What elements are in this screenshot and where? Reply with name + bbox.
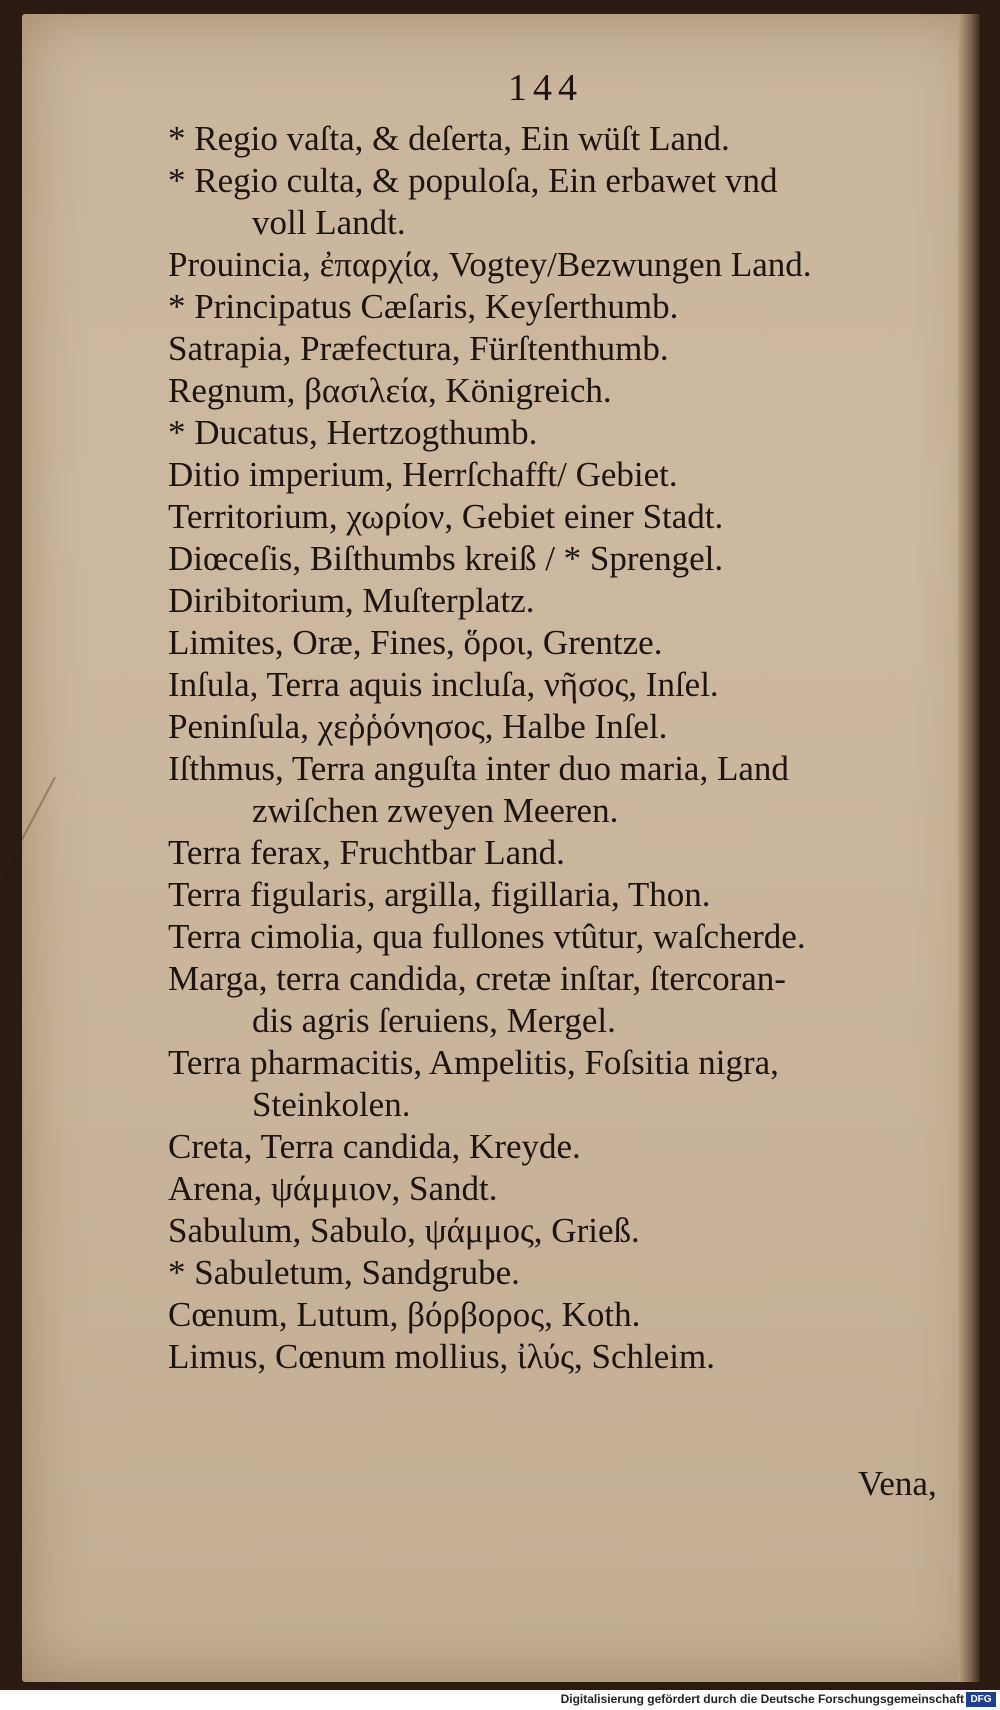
glossary-entry: Inſula, Terra aquis incluſa, νῆσος, Inſel.	[168, 665, 719, 704]
glossary-entry: Peninſula, χεῤῥόνησος, Halbe Inſel.	[168, 707, 668, 746]
entry-continuation-line: dis agris ſeruiens, Mergel.	[252, 1001, 616, 1040]
glossary-entry: Regnum, βασιλεία, Königreich.	[168, 371, 612, 410]
funding-credit: Digitalisierung gefördert durch die Deutsche Forschungsgemeinschaft	[560, 1692, 964, 1706]
catchword: Vena,	[858, 1464, 937, 1503]
glossary-entry: Terra ferax, Fruchtbar Land.	[168, 833, 565, 872]
glossary-entry: Arena, ψάμμιον, Sandt.	[168, 1169, 498, 1208]
glossary-entry: * Ducatus, Hertzogthumb.	[168, 413, 538, 452]
glossary-entry: Prouincia, ἐπαρχία, Vogtey/Bezwungen Land.	[168, 245, 812, 284]
glossary-entry: Cœnum, Lutum, βόρβορος, Koth.	[168, 1295, 641, 1334]
glossary-entry: Terra cimolia, qua fullones vtûtur, waſcherde.	[168, 917, 806, 956]
entry-continuation-line: voll Landt.	[252, 203, 406, 242]
glossary-entry: * Regio vaſta, & deſerta, Ein wüſt Land.	[168, 119, 730, 158]
glossary-entry: Marga, terra candida, cretæ inſtar, ſtercoran-	[168, 959, 786, 998]
footer-bar	[0, 1690, 1000, 1710]
page-edge	[958, 14, 980, 1682]
glossary-entry: Sabulum, Sabulo, ψάμμος, Grieß.	[168, 1211, 640, 1250]
glossary-entry: Diœceſis, Biſthumbs kreiß / * Sprengel.	[168, 539, 724, 578]
glossary-entry: Terra pharmacitis, Ampelitis, Foſsitia nigra,	[168, 1043, 779, 1082]
glossary-entry: Creta, Terra candida, Kreyde.	[168, 1127, 581, 1166]
entry-continuation-line: zwiſchen zweyen Meeren.	[252, 791, 619, 830]
glossary-entry: Diribitorium, Muſterplatz.	[168, 581, 535, 620]
glossary-entry: Satrapia, Præfectura, Fürſtenthumb.	[168, 329, 669, 368]
glossary-entry: Limites, Oræ, Fines, ὅροι, Grentze.	[168, 623, 663, 662]
dfg-logo: DFG	[966, 1692, 996, 1707]
glossary-entry: Iſthmus, Terra anguſta inter duo maria, Land	[168, 749, 789, 788]
glossary-entry: * Regio culta, & populoſa, Ein erbawet vnd	[168, 161, 778, 200]
page-number: 144	[508, 67, 583, 109]
glossary-entry: * Principatus Cæſaris, Keyſerthumb.	[168, 287, 679, 326]
entry-continuation-line: Steinkolen.	[252, 1085, 411, 1124]
glossary-entry: Ditio imperium, Herrſchafft/ Gebiet.	[168, 455, 678, 494]
glossary-entry: Limus, Cœnum mollius, ἰλύς, Schleim.	[168, 1337, 715, 1376]
glossary-entry: Territorium, χωρίον, Gebiet einer Stadt.	[168, 497, 724, 536]
glossary-entry: * Sabuletum, Sandgrube.	[168, 1253, 520, 1292]
glossary-entries	[168, 118, 958, 1378]
glossary-entry: Terra figularis, argilla, figillaria, Thon.	[168, 875, 711, 914]
